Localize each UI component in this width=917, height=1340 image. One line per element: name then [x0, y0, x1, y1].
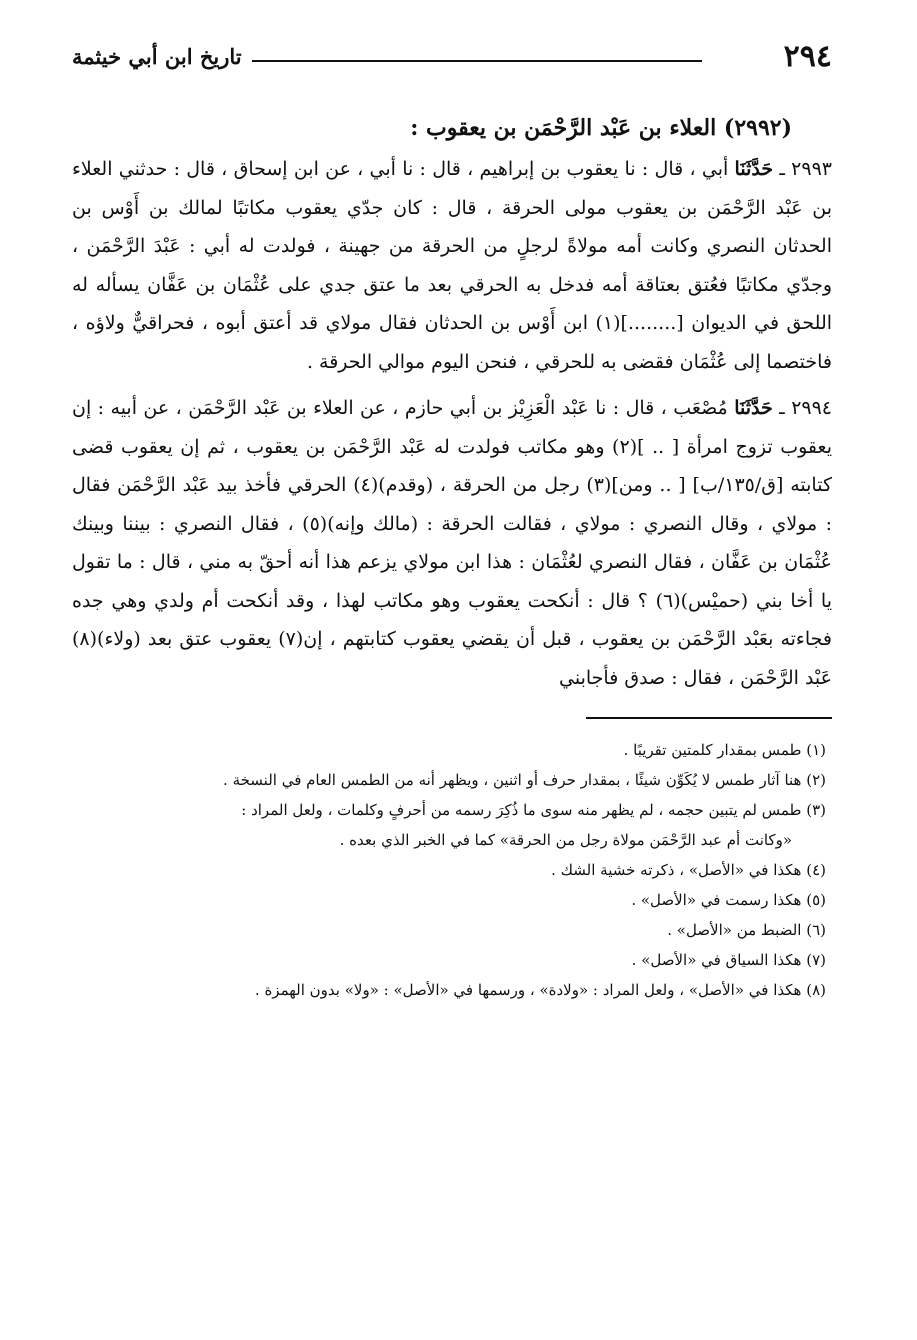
footnote-separator [586, 717, 832, 719]
footnote-item: (٥) هكذا رسمت في «الأصل» . [631, 891, 826, 909]
footnote-item: (٧) هكذا السياق في «الأصل» . [631, 951, 826, 969]
hadith-text: مُصْعَب ، قال : نا عَبْد الْعَزِيْز بن أبي حازم ، عن العلاء بن عَبْد الرَّحْمَن ، عن أبيه : إن يعقوب تزوج امرأة [ .. ](٢) وهو مكاتب فولدت له عَبْد الرَّحْمَن بن يعقوب ، ثم إن يعقوب قضى كتابته [ق/١٣٥/ب] [ .. ومن](٣) رجل من الحرقة ، (وقدم)(٤) الحرقي فأخذ بيد عَبْد الرَّحْمَن فقال : مولاي ، وقال النصري : مولاي ، فقالت الحرقة : (مالك وإنه)(٥) ، فقال النصري : بيننا وبينك عُثْمَان بن عَفَّان ، فقال النصري لعُثْمَان : هذا ابن مولاي يزعم هذا أنه أحقّ به مني ، قال : ما تقول يا أخا بني (حميْس)(٦) ؟ قال : أنكحت يعقوب وهو مكاتب لهذا ، وقد أنكحت أم ولدي وهي جده فجاءته بعَبْد الرَّحْمَن بن يعقوب ، قبل أن يقضي يعقوب كتابتهم ، إن(٧) يعقوب عتق بعد (ولاء)(٨) عَبْد الرَّحْمَن ، فقال : صدق فأجابني [72, 397, 833, 689]
page-header [72, 30, 832, 90]
footnote-item: (٤) هكذا في «الأصل» ، ذكرته خشية الشك . [551, 861, 826, 879]
footnote-continuation: «وكانت أم عبد الرَّحْمَن مولاة رجل من الحرقة» كما في الخبر الذي بعده . [339, 831, 792, 849]
running-title: تاريخ ابن أبي خيثمة [72, 44, 242, 69]
hadith-number: ٢٩٩٤ [791, 397, 833, 419]
footnote-item: (١) طمس بمقدار كلمتين تقريبًا . [623, 741, 826, 759]
hadith-text: أبي ، قال : نا يعقوب بن إبراهيم ، قال : نا أبي ، عن ابن إسحاق ، قال : حدثني العلاء بن عَبْد الرَّحْمَن بن يعقوب مولى الحرقة ، قال : كان جدّي يعقوب مكاتبًا لمالك بن أَوْس بن الحدثان النصري وكانت أمه مولاةً لرجلٍ من الحرقة من جهينة ، فولدت له أبي : عَبْدَ الرَّحْمَن ، وجدّي مكاتبًا فعُتق بعتاقة أمه فدخل به الحرقي بعد ما عتق جدي على عُثْمَان بن عَفَّان يسأله له اللحق في الديوان [........](١) ابن أَوْس بن الحدثان فقال مولاي قد أعتق أبوه ، فحراقيٌّ ولاؤه ، فاختصما إلى عُثْمَان فقضى به للحرقي ، فنحن اليوم موالي الحرقة . [72, 158, 833, 373]
hadith-paragraph [72, 389, 832, 697]
entry-heading: (٢٩٩٢) العلاء بن عَبْد الرَّحْمَن بن يعقوب : [410, 115, 792, 141]
hadith-lead-word: حَدَّثَنَا [734, 158, 774, 180]
dash: ـ [772, 397, 785, 419]
body-text [72, 150, 832, 697]
footnote-item: (٣) طمس لم يتبين حجمه ، لم يظهر منه سوى ما ذُكِرَ رسمه من أحرفٍ وكلمات ، ولعل المراد : [241, 801, 826, 819]
hadith-paragraph [72, 150, 832, 381]
document-page [72, 30, 832, 1320]
page-number: ٢٩٤ [783, 39, 832, 74]
dash: ـ [773, 158, 785, 180]
hadith-lead-word: حَدَّثَنَا [734, 397, 773, 419]
hadith-number: ٢٩٩٣ [791, 158, 832, 180]
footnote-item: (٦) الضبط من «الأصل» . [667, 921, 826, 939]
footnote-item: (٢) هنا آثار طمس لا يُكَوِّن شيئًا ، بمقدار حرف أو اثنين ، ويظهر أنه من الطمس العام في النسخة . [223, 771, 826, 789]
header-rule [252, 60, 702, 62]
footnotes-list [72, 737, 832, 1004]
footnote-item: (٨) هكذا في «الأصل» ، ولعل المراد : «ولادة» ، ورسمها في «الأصل» : «ولا» بدون الهمزة . [254, 981, 826, 999]
